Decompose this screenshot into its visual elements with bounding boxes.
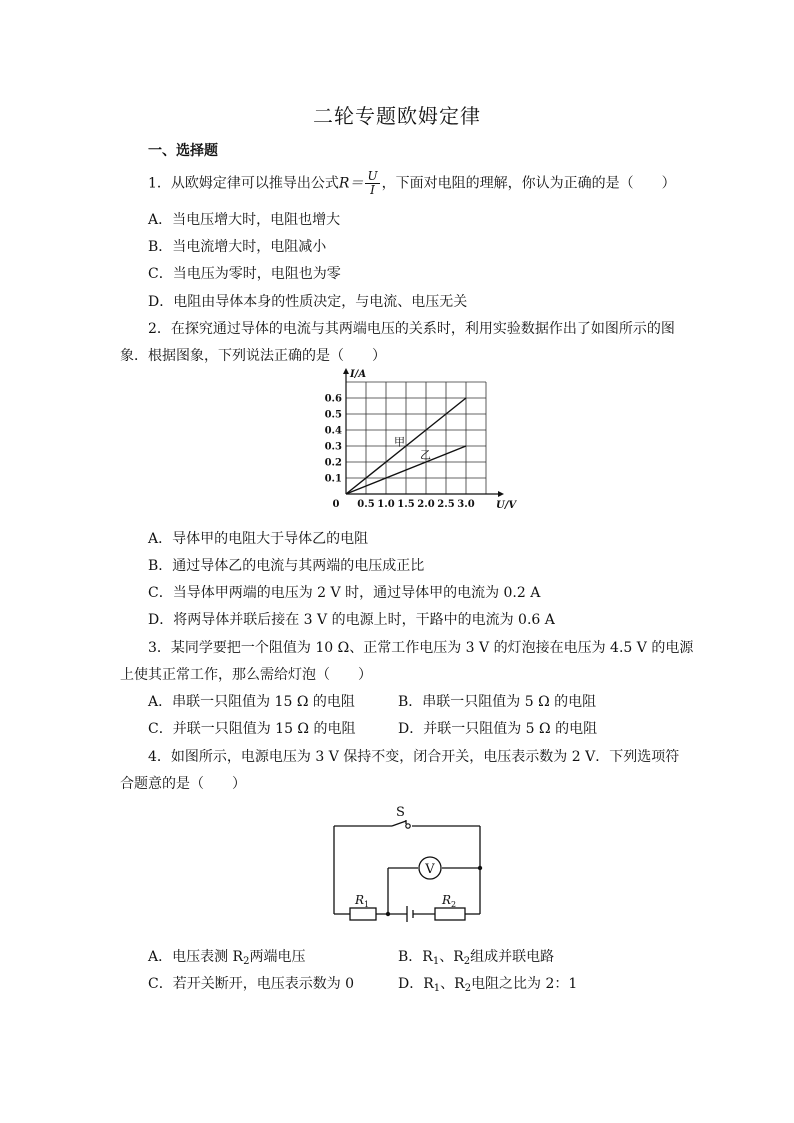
x-tick-label: 3.0 [457, 499, 475, 510]
q4-b-sub2: 2 [463, 956, 471, 967]
q4-d-sub2: 2 [464, 983, 472, 994]
y-tick-label: 0.3 [324, 441, 342, 453]
resistor-r1 [350, 893, 376, 920]
q4-option-c: C．若开关断开，电压表示数为 0 [148, 976, 355, 992]
q2-option-a: A．导体甲的电阻大于导体乙的电阻 [148, 531, 369, 547]
q4-b-mid: 、R [439, 949, 464, 965]
switch-label: S [396, 805, 405, 820]
q2-option-d: D．将两导体并联后接在 3 V 的电源上时，干路中的电流为 0.6 A [148, 612, 555, 628]
r2-label [441, 893, 456, 909]
r2-letter: R [442, 893, 452, 907]
q1-stem-a: 1．从欧姆定律可以推导出公式 [148, 175, 339, 192]
y-axis-arrow [343, 368, 349, 374]
y-tick-label: 0.4 [324, 425, 342, 437]
q3-option-a: A．串联一只阻值为 15 Ω 的电阻 [148, 694, 355, 710]
q1-option-b: B．当电流增大时，电阻减小 [148, 239, 327, 255]
q3-option-d: D．并联一只阻值为 5 Ω 的电阻 [398, 721, 598, 737]
x-tick-label: 1.0 [377, 499, 395, 510]
q4-b-sub1: 1 [432, 956, 440, 967]
junction-dot [478, 866, 482, 870]
r1-letter: R [355, 893, 365, 907]
resistor-r2 [435, 893, 465, 920]
y-tick-label: 0.2 [324, 457, 342, 469]
x-axis-arrow [498, 491, 504, 497]
q4-b-post: 组成并联电路 [470, 949, 555, 965]
q2-stem-line1: 2．在探究通过导体的电流与其两端电压的关系时，利用实验数据作出了如图所示的图 [148, 321, 675, 337]
q3-stem-line1: 3．某同学要把一个阻值为 10 Ω、正常工作电压为 3 V 的灯泡接在电压为 4.5 V 的电源 [148, 640, 694, 656]
q1-stem [148, 170, 676, 197]
section-heading: 一、选择题 [148, 143, 218, 159]
q4-option-b [398, 947, 554, 972]
q4-a-pre: A．电压表测 R [148, 949, 244, 965]
q4-stem-line2: 合题意的是（ ） [120, 776, 246, 792]
r1-label [354, 893, 369, 909]
iv-graph [318, 369, 517, 522]
x-tick-label: 1.5 [397, 499, 415, 510]
q4-d-sub1: 1 [433, 983, 441, 994]
r2-subscript: 2 [451, 900, 457, 909]
voltmeter [419, 857, 441, 879]
q4-a-post: 两端电压 [249, 949, 306, 965]
q2-option-c: C．当导体甲两端的电压为 2 V 时，通过导体甲的电流为 0.2 A [148, 585, 541, 601]
series-label-2: 乙 [420, 448, 431, 462]
series-label-1: 甲 [394, 435, 405, 449]
q4-option-d [398, 974, 577, 999]
q4-d-pre: D．R [398, 976, 434, 992]
q4-option-a [148, 947, 305, 972]
q1-option-d: D．电阻由导体本身的性质决定，与电流、电压无关 [148, 294, 468, 310]
x-tick-label: 0 [332, 499, 340, 510]
x-tick-label: 0.5 [357, 499, 375, 510]
page-title: 二轮专题欧姆定律 [313, 104, 481, 128]
y-tick-label: 0.5 [324, 409, 342, 421]
voltmeter-label: V [425, 862, 435, 877]
q4-d-post: 电阻之比为 2：1 [471, 976, 578, 992]
q2-option-b: B．通过导体乙的电流与其两端的电压成正比 [148, 558, 425, 574]
x-tick-label: 2.0 [417, 499, 435, 510]
r1-subscript: 1 [364, 900, 370, 909]
q1-formula-num: U [367, 169, 378, 183]
q4-stem-line1: 4．如图所示，电源电压为 3 V 保持不变，闭合开关，电压表示数为 2 V．下列选项符 [148, 749, 680, 765]
q1-formula-lhs: R＝ [338, 175, 364, 192]
junction-dot [386, 912, 390, 916]
q3-option-b: B．串联一只阻值为 5 Ω 的电阻 [398, 694, 597, 710]
y-axis-label: I/A [350, 369, 367, 380]
q4-a-sub: 2 [243, 956, 250, 967]
q3-stem-line2: 上使其正常工作，那么需给灯泡（ ） [120, 667, 372, 683]
q1-option-c: C．当电压为零时，电阻也为零 [148, 266, 341, 282]
y-tick-label: 0.1 [324, 473, 342, 485]
q4-b-pre: B．R [398, 949, 433, 965]
x-axis-label: U/V [496, 500, 517, 511]
y-tick-label: 0.6 [324, 393, 342, 405]
q3-option-c: C．并联一只阻值为 15 Ω 的电阻 [148, 721, 356, 737]
q2-stem-line2: 象．根据图象，下列说法正确的是（ ） [120, 348, 386, 364]
q1-option-a: A．当电压增大时，电阻也增大 [148, 212, 341, 228]
q4-d-mid: 、R [440, 976, 465, 992]
q1-formula-den: I [370, 183, 375, 197]
q1-formula-fraction [365, 170, 379, 197]
x-tick-label: 2.5 [437, 499, 455, 510]
switch-s [396, 805, 410, 828]
q1-stem-b: ，下面对电阻的理解，你认为正确的是（ ） [381, 175, 676, 192]
circuit-diagram [320, 800, 495, 930]
